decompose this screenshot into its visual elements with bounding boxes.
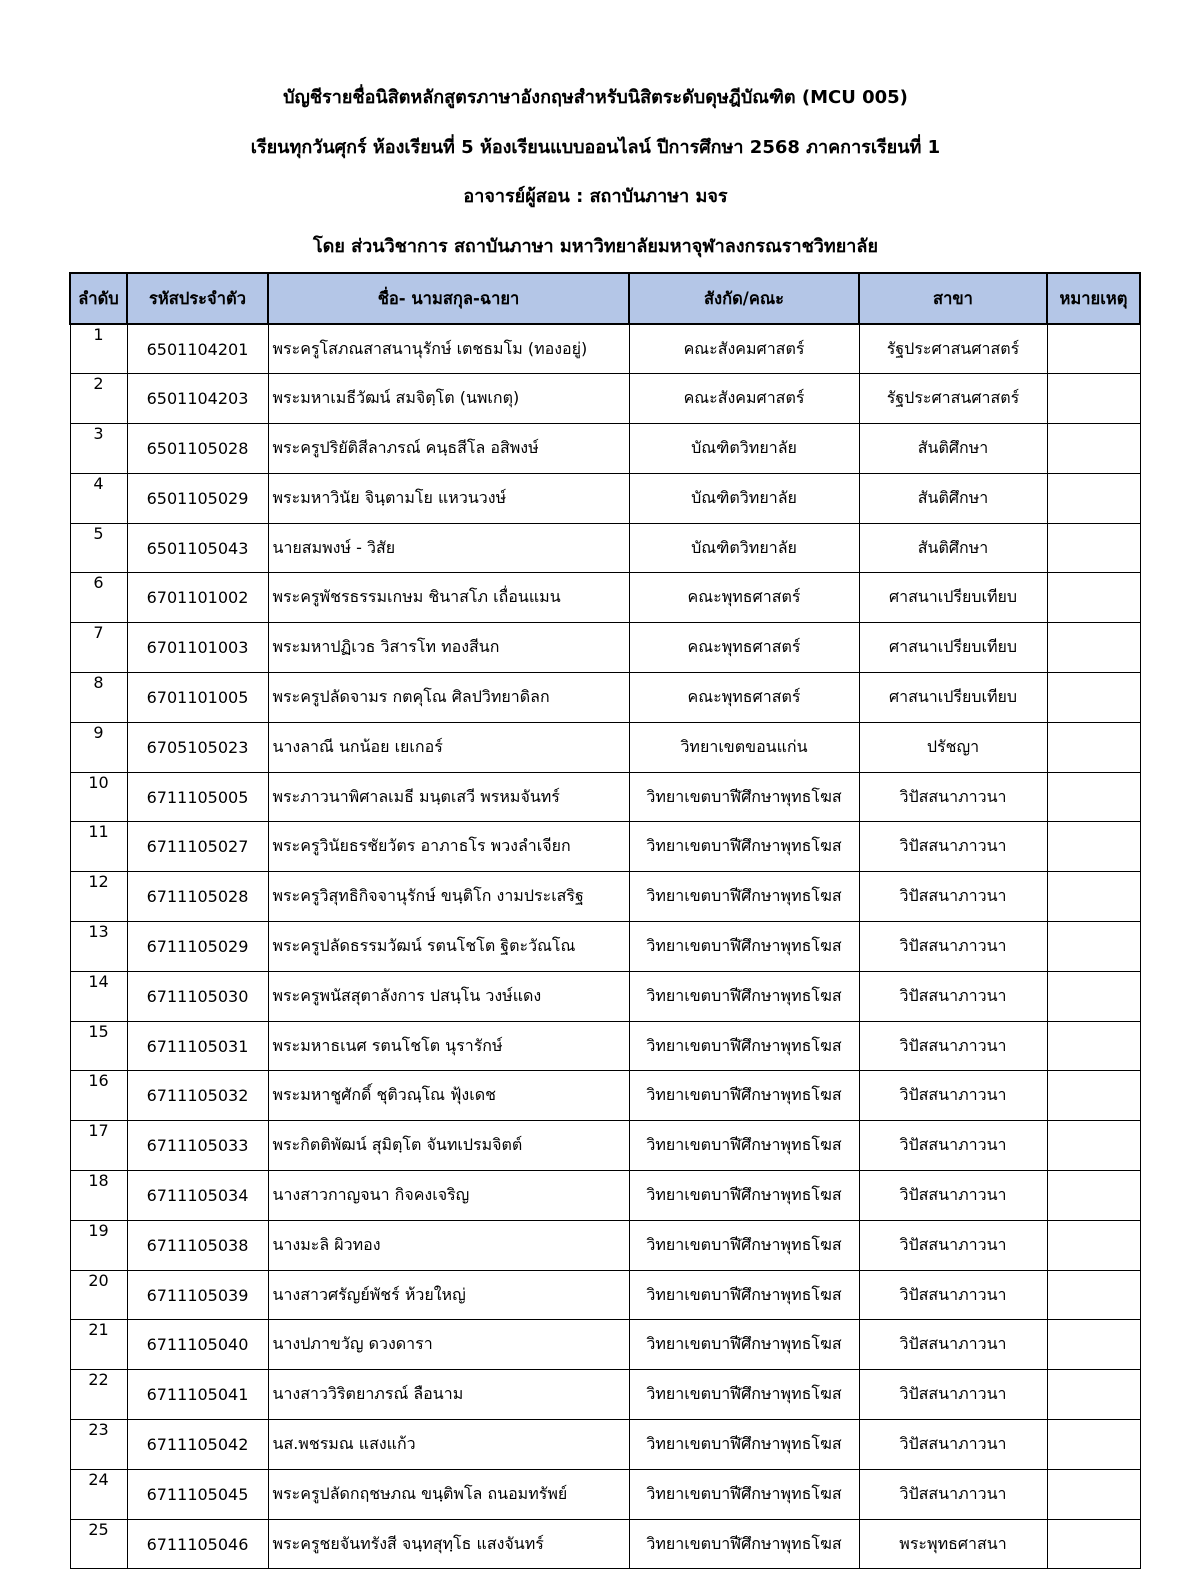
cell-order: 24 — [70, 1469, 127, 1519]
cell-major: วิปัสสนาภาวนา — [859, 1021, 1047, 1071]
cell-note — [1047, 1270, 1140, 1320]
cell-name: นางปภาขวัญ ดวงดารา — [268, 1320, 629, 1370]
cell-order: 17 — [70, 1121, 127, 1171]
table-row — [70, 523, 1140, 573]
cell-major: วิปัสสนาภาวนา — [859, 1320, 1047, 1370]
cell-major: ปรัชญา — [859, 722, 1047, 772]
cell-name: นส.พชรมณ แสงแก้ว — [268, 1420, 629, 1470]
cell-major: วิปัสสนาภาวนา — [859, 1071, 1047, 1121]
cell-major: วิปัสสนาภาวนา — [859, 1370, 1047, 1420]
cell-faculty: วิทยาเขตบาฬีศึกษาพุทธโฆส — [629, 1171, 859, 1221]
table-row — [70, 971, 1140, 1021]
cell-student-id: 6711105045 — [127, 1469, 268, 1519]
cell-note — [1047, 1071, 1140, 1121]
cell-note — [1047, 1370, 1140, 1420]
cell-faculty: วิทยาเขตบาฬีศึกษาพุทธโฆส — [629, 1519, 859, 1569]
table-row — [70, 573, 1140, 623]
column-header-major: สาขา — [859, 273, 1047, 324]
cell-faculty: วิทยาเขตบาฬีศึกษาพุทธโฆส — [629, 1270, 859, 1320]
cell-faculty: คณะพุทธศาสตร์ — [629, 573, 859, 623]
table-row — [70, 722, 1140, 772]
cell-student-id: 6701101002 — [127, 573, 268, 623]
cell-major: พระพุทธศาสนา — [859, 1519, 1047, 1569]
cell-major: ศาสนาเปรียบเทียบ — [859, 573, 1047, 623]
cell-major: สันติศึกษา — [859, 473, 1047, 523]
column-header-note: หมายเหตุ — [1047, 273, 1140, 324]
cell-name: พระมหาธเนศ รตนโชโต นุรารักษ์ — [268, 1021, 629, 1071]
cell-major: วิปัสสนาภาวนา — [859, 922, 1047, 972]
cell-note — [1047, 1469, 1140, 1519]
cell-order: 8 — [70, 673, 127, 723]
cell-note — [1047, 722, 1140, 772]
cell-student-id: 6701101003 — [127, 623, 268, 673]
cell-name: นางมะลิ ผิวทอง — [268, 1220, 629, 1270]
cell-name: พระกิตติพัฒน์ สุมิตฺโต จันทเปรมจิตต์ — [268, 1121, 629, 1171]
cell-faculty: วิทยาเขตบาฬีศึกษาพุทธโฆส — [629, 1121, 859, 1171]
table-row — [70, 1370, 1140, 1420]
cell-student-id: 6711105005 — [127, 772, 268, 822]
cell-student-id: 6711105027 — [127, 822, 268, 872]
cell-faculty: วิทยาเขตบาฬีศึกษาพุทธโฆส — [629, 772, 859, 822]
cell-faculty: วิทยาเขตบาฬีศึกษาพุทธโฆส — [629, 1320, 859, 1370]
cell-note — [1047, 523, 1140, 573]
class-schedule-line: เรียนทุกวันศุกร์ ห้องเรียนที่ 5 ห้องเรียนแบบออนไลน์ ปีการศึกษา 2568 ภาคการเรียนที่ 1 — [250, 137, 941, 158]
cell-order: 7 — [70, 623, 127, 673]
cell-student-id: 6711105034 — [127, 1171, 268, 1221]
cell-order: 18 — [70, 1171, 127, 1221]
cell-name: พระมหาเมธีวัฒน์ สมจิตฺโต (นพเกตุ) — [268, 374, 629, 424]
table-row — [70, 424, 1140, 474]
column-header-name: ชื่อ- นามสกุล-ฉายา — [268, 273, 629, 324]
cell-order: 15 — [70, 1021, 127, 1071]
cell-faculty: วิทยาเขตบาฬีศึกษาพุทธโฆส — [629, 1420, 859, 1470]
cell-order: 20 — [70, 1270, 127, 1320]
table-row — [70, 822, 1140, 872]
cell-faculty: วิทยาเขตบาฬีศึกษาพุทธโฆส — [629, 1021, 859, 1071]
cell-note — [1047, 1420, 1140, 1470]
table-row — [70, 1270, 1140, 1320]
cell-note — [1047, 872, 1140, 922]
cell-faculty: คณะพุทธศาสตร์ — [629, 623, 859, 673]
cell-name: พระครูพัชรธรรมเกษม ชินาสโภ เถื่อนแมน — [268, 573, 629, 623]
column-header-order: ลำดับ — [70, 273, 127, 324]
cell-major: ศาสนาเปรียบเทียบ — [859, 623, 1047, 673]
cell-order: 3 — [70, 424, 127, 474]
cell-major: วิปัสสนาภาวนา — [859, 822, 1047, 872]
cell-faculty: วิทยาเขตบาฬีศึกษาพุทธโฆส — [629, 872, 859, 922]
cell-student-id: 6711105030 — [127, 971, 268, 1021]
cell-student-id: 6711105040 — [127, 1320, 268, 1370]
cell-note — [1047, 1320, 1140, 1370]
cell-order: 1 — [70, 324, 127, 374]
cell-student-id: 6701101005 — [127, 673, 268, 723]
cell-name: พระมหาปฏิเวธ วิสารโท ทองสีนก — [268, 623, 629, 673]
cell-note — [1047, 673, 1140, 723]
table-row — [70, 1021, 1140, 1071]
cell-order: 23 — [70, 1420, 127, 1470]
cell-name: พระครูโสภณสาสนานุรักษ์ เตชธมโม (ทองอยู่) — [268, 324, 629, 374]
cell-faculty: คณะสังคมศาสตร์ — [629, 374, 859, 424]
cell-name: พระครูวินัยธรชัยวัตร อาภาธโร พวงลำเจียก — [268, 822, 629, 872]
table-row — [70, 872, 1140, 922]
cell-student-id: 6711105042 — [127, 1420, 268, 1470]
cell-major: สันติศึกษา — [859, 523, 1047, 573]
cell-student-id: 6501104203 — [127, 374, 268, 424]
table-row — [70, 324, 1140, 374]
cell-major: วิปัสสนาภาวนา — [859, 1220, 1047, 1270]
instructor-line: อาจารย์ผู้สอน : สถาบันภาษา มจร — [463, 186, 728, 207]
cell-note — [1047, 1121, 1140, 1171]
cell-major: สันติศึกษา — [859, 424, 1047, 474]
cell-order: 5 — [70, 523, 127, 573]
cell-faculty: วิทยาเขตบาฬีศึกษาพุทธโฆส — [629, 971, 859, 1021]
cell-major: วิปัสสนาภาวนา — [859, 1121, 1047, 1171]
cell-student-id: 6501105028 — [127, 424, 268, 474]
cell-faculty: วิทยาเขตขอนแก่น — [629, 722, 859, 772]
cell-faculty: คณะสังคมศาสตร์ — [629, 324, 859, 374]
cell-order: 21 — [70, 1320, 127, 1370]
cell-faculty: บัณฑิตวิทยาลัย — [629, 473, 859, 523]
cell-major: วิปัสสนาภาวนา — [859, 872, 1047, 922]
cell-faculty: วิทยาเขตบาฬีศึกษาพุทธโฆส — [629, 1071, 859, 1121]
cell-faculty: บัณฑิตวิทยาลัย — [629, 424, 859, 474]
cell-major: วิปัสสนาภาวนา — [859, 1469, 1047, 1519]
cell-major: วิปัสสนาภาวนา — [859, 971, 1047, 1021]
cell-student-id: 6711105039 — [127, 1270, 268, 1320]
cell-note — [1047, 1519, 1140, 1569]
cell-note — [1047, 1220, 1140, 1270]
table-row — [70, 1220, 1140, 1270]
cell-name: นางสาวกาญจนา กิจคงเจริญ — [268, 1171, 629, 1221]
table-row — [70, 922, 1140, 972]
table-row — [70, 1469, 1140, 1519]
cell-name: พระมหาวินัย จินฺตามโย แหวนวงษ์ — [268, 473, 629, 523]
cell-order: 11 — [70, 822, 127, 872]
cell-student-id: 6711105028 — [127, 872, 268, 922]
cell-name: นางลาณี นกน้อย เยเกอร์ — [268, 722, 629, 772]
cell-order: 10 — [70, 772, 127, 822]
cell-major: ศาสนาเปรียบเทียบ — [859, 673, 1047, 723]
cell-student-id: 6501105029 — [127, 473, 268, 523]
cell-student-id: 6711105041 — [127, 1370, 268, 1420]
table-header-row — [70, 273, 1140, 324]
cell-name: พระภาวนาพิศาลเมธี มนฺตเสวี พรหมจันทร์ — [268, 772, 629, 822]
table-row — [70, 1420, 1140, 1470]
document-title: บัญชีรายชื่อนิสิตหลักสูตรภาษาอังกฤษสำหรับนิสิตระดับดุษฎีบัณฑิต (MCU 005) — [283, 87, 908, 108]
cell-major: รัฐประศาสนศาสตร์ — [859, 374, 1047, 424]
cell-order: 6 — [70, 573, 127, 623]
table-row — [70, 623, 1140, 673]
cell-major: วิปัสสนาภาวนา — [859, 1270, 1047, 1320]
cell-note — [1047, 1021, 1140, 1071]
cell-note — [1047, 623, 1140, 673]
cell-note — [1047, 573, 1140, 623]
cell-note — [1047, 772, 1140, 822]
cell-major: วิปัสสนาภาวนา — [859, 772, 1047, 822]
cell-note — [1047, 822, 1140, 872]
cell-name: นางสาวศรัญย์พัชร์ ห้วยใหญ่ — [268, 1270, 629, 1320]
cell-name: พระครูชยจันทรังสี จนฺทสุทฺโธ แสงจันทร์ — [268, 1519, 629, 1569]
cell-student-id: 6711105031 — [127, 1021, 268, 1071]
organizer-line: โดย ส่วนวิชาการ สถาบันภาษา มหาวิทยาลัยมหาจุฬาลงกรณราชวิทยาลัย — [313, 236, 878, 257]
cell-faculty: บัณฑิตวิทยาลัย — [629, 523, 859, 573]
cell-name: นายสมพงษ์ - วิสัย — [268, 523, 629, 573]
cell-student-id: 6711105032 — [127, 1071, 268, 1121]
table-row — [70, 1121, 1140, 1171]
table-row — [70, 1171, 1140, 1221]
cell-major: วิปัสสนาภาวนา — [859, 1171, 1047, 1221]
cell-name: พระครูพนัสสุตาลังการ ปสนฺโน วงษ์แดง — [268, 971, 629, 1021]
cell-order: 12 — [70, 872, 127, 922]
table-row — [70, 374, 1140, 424]
table-row — [70, 473, 1140, 523]
cell-faculty: วิทยาเขตบาฬีศึกษาพุทธโฆส — [629, 922, 859, 972]
cell-order: 13 — [70, 922, 127, 972]
table-row — [70, 1071, 1140, 1121]
cell-name: พระครูปลัดจามร กตคุโณ ศิลปวิทยาดิลก — [268, 673, 629, 723]
cell-note — [1047, 473, 1140, 523]
table-row — [70, 772, 1140, 822]
cell-student-id: 6501105043 — [127, 523, 268, 573]
cell-student-id: 6501104201 — [127, 324, 268, 374]
cell-major: วิปัสสนาภาวนา — [859, 1420, 1047, 1470]
cell-name: นางสาววิริตยาภรณ์ ลือนาม — [268, 1370, 629, 1420]
cell-order: 4 — [70, 473, 127, 523]
table-row — [70, 1519, 1140, 1569]
cell-name: พระครูปริยัติสีลาภรณ์ คนฺธสีโล อสิพงษ์ — [268, 424, 629, 474]
cell-faculty: วิทยาเขตบาฬีศึกษาพุทธโฆส — [629, 1370, 859, 1420]
cell-order: 9 — [70, 722, 127, 772]
cell-faculty: คณะพุทธศาสตร์ — [629, 673, 859, 723]
cell-note — [1047, 324, 1140, 374]
cell-faculty: วิทยาเขตบาฬีศึกษาพุทธโฆส — [629, 822, 859, 872]
cell-name: พระมหาชูศักดิ์ ชุติวณฺโณ ฟุ้งเดช — [268, 1071, 629, 1121]
cell-note — [1047, 1171, 1140, 1221]
student-roster-table — [69, 272, 1141, 1569]
table-row — [70, 1320, 1140, 1370]
cell-note — [1047, 922, 1140, 972]
cell-order: 25 — [70, 1519, 127, 1569]
table-body — [70, 324, 1140, 1569]
cell-student-id: 6711105046 — [127, 1519, 268, 1569]
cell-student-id: 6711105038 — [127, 1220, 268, 1270]
cell-note — [1047, 971, 1140, 1021]
table-row — [70, 673, 1140, 723]
cell-student-id: 6711105033 — [127, 1121, 268, 1171]
cell-name: พระครูปลัดกฤชษภณ ขนฺติพโล ถนอมทรัพย์ — [268, 1469, 629, 1519]
cell-student-id: 6705105023 — [127, 722, 268, 772]
cell-student-id: 6711105029 — [127, 922, 268, 972]
cell-note — [1047, 374, 1140, 424]
cell-order: 19 — [70, 1220, 127, 1270]
column-header-student-id: รหัสประจำตัว — [127, 273, 268, 324]
cell-faculty: วิทยาเขตบาฬีศึกษาพุทธโฆส — [629, 1469, 859, 1519]
cell-faculty: วิทยาเขตบาฬีศึกษาพุทธโฆส — [629, 1220, 859, 1270]
cell-major: รัฐประศาสนศาสตร์ — [859, 324, 1047, 374]
cell-order: 22 — [70, 1370, 127, 1420]
cell-order: 16 — [70, 1071, 127, 1121]
cell-order: 2 — [70, 374, 127, 424]
cell-order: 14 — [70, 971, 127, 1021]
cell-name: พระครูปลัดธรรมวัฒน์ รตนโชโต ฐิตะวัณโณ — [268, 922, 629, 972]
column-header-faculty: สังกัด/คณะ — [629, 273, 859, 324]
cell-note — [1047, 424, 1140, 474]
cell-name: พระครูวิสุทธิกิจจานุรักษ์ ขนฺติโก งามประเสริฐ — [268, 872, 629, 922]
